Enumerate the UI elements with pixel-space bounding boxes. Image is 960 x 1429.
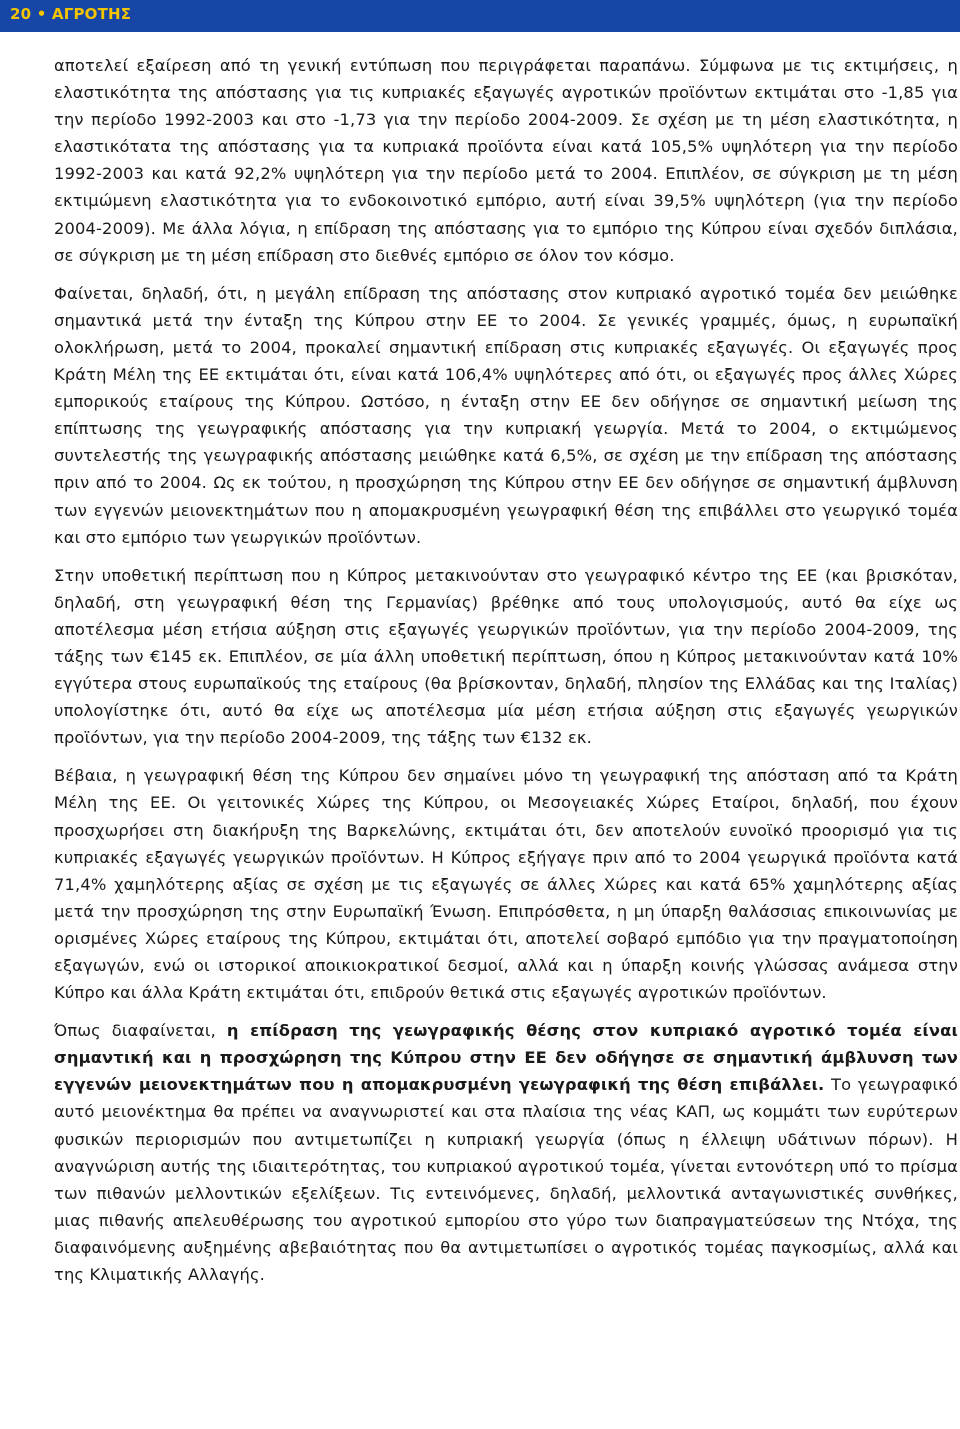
paragraph-emphasis-text: η επίδραση της γεωγραφικής θέσης στον κυπριακό αγροτικό τομέα είναι σημαντική και η προσχώρηση της Κύπρου στην ΕΕ δεν οδήγησε σε σημαντική άμβλυνση των εγγενών μειονεκτημάτων που η απομακρυσμένη γεωγραφική της θέση επιβάλλει.	[54, 1021, 958, 1095]
page-header-bar	[0, 0, 960, 32]
page-number-label: 20 • ΑΓΡΟΤΗΣ	[10, 5, 132, 23]
paragraph-text: Φαίνεται, δηλαδή, ότι, η μεγάλη επίδραση της απόστασης στον κυπριακό αγροτικό τομέα δεν μειώθηκε σημαντικά μετά την ένταξη της Κύπρου στην ΕΕ το 2004. Σε γενικές γραμμές, όμως, η ευρωπαϊκή ολοκλήρωση, μετά το 2004, προκαλεί σημαντική επίδραση στις κυπριακές εξαγωγές. Οι εξαγωγές προς Κράτη Μέλη της ΕΕ εκτιμάται ότι, είναι κατά 106,4% υψηλότερες από ότι, οι εξαγωγές προς άλλες Χώρες εμπορικούς εταίρους της Κύπρου. Ωστόσο, η ένταξη στην ΕΕ δεν οδήγησε σε σημαντική μείωση της επίπτωσης της γεωγραφικής απόστασης για την κυπριακή γεωργία. Μετά το 2004, ο εκτιμώμενος συντελεστής της γεωγραφικής απόστασης μειώθηκε κατά 6,5%, σε σχέση με την επίδραση της απόστασης πριν από το 2004. Ως εκ τούτου, η προσχώρηση της Κύπρου στην ΕΕ δεν οδήγησε σε σημαντική άμβλυνση των εγγενών μειονεκτημάτων που η απομακρυσμένη γεωγραφική θέση της επιβάλλει στο γεωργικό τομέα και στο εμπόριο των γεωργικών προϊόντων.	[54, 283, 958, 547]
paragraph-2	[54, 280, 958, 551]
paragraph-text: αποτελεί εξαίρεση από τη γενική εντύπωση που περιγράφεται παραπάνω. Σύμφωνα με τις εκτιμήσεις, η ελαστικότητα της απόστασης για τις κυπριακές εξαγωγές αγροτικών προϊόντων εκτιμάται στο -1,85 για την περίοδο 1992-2003 και στο -1,73 για την περίοδο 2004-2009. Σε σχέση με τη μέση ελαστικότητα, η ελαστικότατα της απόστασης για τα κυπριακά προϊόντα είναι κατά 105,5% υψηλότερη για την περίοδο 1992-2003 και κατά 92,2% υψηλότερη για την περίοδο μετά το 2004. Επιπλέον, σε σύγκριση με τη μέση εκτιμώμενη ελαστικότητα για το ενδοκοινοτικό εμπόριο, αυτή είναι 39,5% υψηλότερη (για την περίοδο 2004-2009). Με άλλα λόγια, η επίδραση της απόστασης για το εμπόριο της Κύπρου είναι σχεδόν διπλάσια, σε σύγκριση με τη μέση επίδραση στο διεθνές εμπόριο σε όλον τον κόσμο.	[54, 56, 958, 265]
paragraph-5	[54, 1017, 958, 1288]
paragraph-text: Βέβαια, η γεωγραφική θέση της Κύπρου δεν σημαίνει μόνο τη γεωγραφική της απόσταση από τα Κράτη Μέλη της ΕΕ. Οι γειτονικές Χώρες της Κύπρου, οι Μεσογειακές Χώρες Εταίροι, δηλαδή, που έχουν προσχωρήσει στη διακήρυξη της Βαρκελώνης, εκτιμάται ότι, δεν αποτελούν ευνοϊκό προορισμό για τις κυπριακές εξαγωγές γεωργικών προϊόντων. Η Κύπρος εξήγαγε πριν από το 2004 γεωργικά προϊόντα κατά 71,4% χαμηλότερης αξίας σε σχέση με τις εξαγωγές σε άλλες Χώρες και κατά 65% χαμηλότερης αξίας μετά την προσχώρηση της στην Ευρωπαϊκή Ένωση. Επιπρόσθετα, η μη ύπαρξη θαλάσσιας επικοινωνίας με ορισμένες Χώρες εταίρους της Κύπρου, εκτιμάται ότι, αποτελεί σοβαρό εμπόδιο για την πραγματοποίηση εξαγωγών, ενώ οι ιστορικοί αποικιοκρατικοί δεσμοί, αλλά και η ύπαρξη κοινής γλώσσας ανάμεσα στην Κύπρο και άλλα Κράτη εκτιμάται ότι, επιδρούν θετικά στις εξαγωγές αγροτικών προϊόντων.	[54, 766, 958, 1003]
paragraph-4	[54, 762, 958, 1006]
paragraph-text: Όπως διαφαίνεται,	[54, 1021, 227, 1041]
article-body	[54, 52, 958, 1299]
paragraph-3	[54, 562, 958, 752]
paragraph-1	[54, 52, 958, 269]
paragraph-text: Το γεωγραφικό αυτό μειονέκτημα θα πρέπει να αναγνωριστεί και στα πλαίσια της νέας ΚΑΠ, ως κομμάτι των ευρύτερων φυσικών περιορισμών που αντιμετωπίζει η κυπριακή γεωργία (όπως η έλλειψη υδάτινων πόρων). Η αναγνώριση αυτής της ιδιαιτερότητας, του κυπριακού αγροτικού τομέα, γίνεται εντονότερη υπό το πρίσμα των πιθανών μελλοντικών εξελίξεων. Τις εντεινόμενες, δηλαδή, μελλοντικά ανταγωνιστικές συνθήκες, μιας πιθανής απελευθέρωσης του αγροτικού εμπορίου στο γύρο των διαπραγματεύσεων της Ντόχα, της διαφαινόμενης αυξημένης αβεβαιότητας που θα αντιμετωπίσει ο αγροτικός τομέας παγκοσμίως, αλλά και της Κλιματικής Αλλαγής.	[54, 1075, 958, 1285]
paragraph-text: Στην υποθετική περίπτωση που η Κύπρος μετακινούνταν στο γεωγραφικό κέντρο της ΕΕ (και βρισκόταν, δηλαδή, στη γεωγραφική θέση της Γερμανίας) βρέθηκε από τους υπολογισμούς, αυτό θα είχε ως αποτέλεσμα μέση ετήσια αύξηση στις εξαγωγές γεωργικών προϊόντων, για την περίοδο 2004-2009, της τάξης των €145 εκ. Επιπλέον, σε μία άλλη υποθετική περίπτωση, όπου η Κύπρος μετακινούνταν κατά 10% εγγύτερα στους ευρωπαϊκούς της εταίρους (θα βρίσκονταν, δηλαδή, πλησίον της Ελλάδας και της Ιταλίας) υπολογίστηκε ότι, αυτό θα είχε ως αποτέλεσμα μία μέση ετήσια αύξηση στις εξαγωγές γεωργικών προϊόντων, για την περίοδο 2004-2009, της τάξης των €132 εκ.	[54, 565, 958, 748]
